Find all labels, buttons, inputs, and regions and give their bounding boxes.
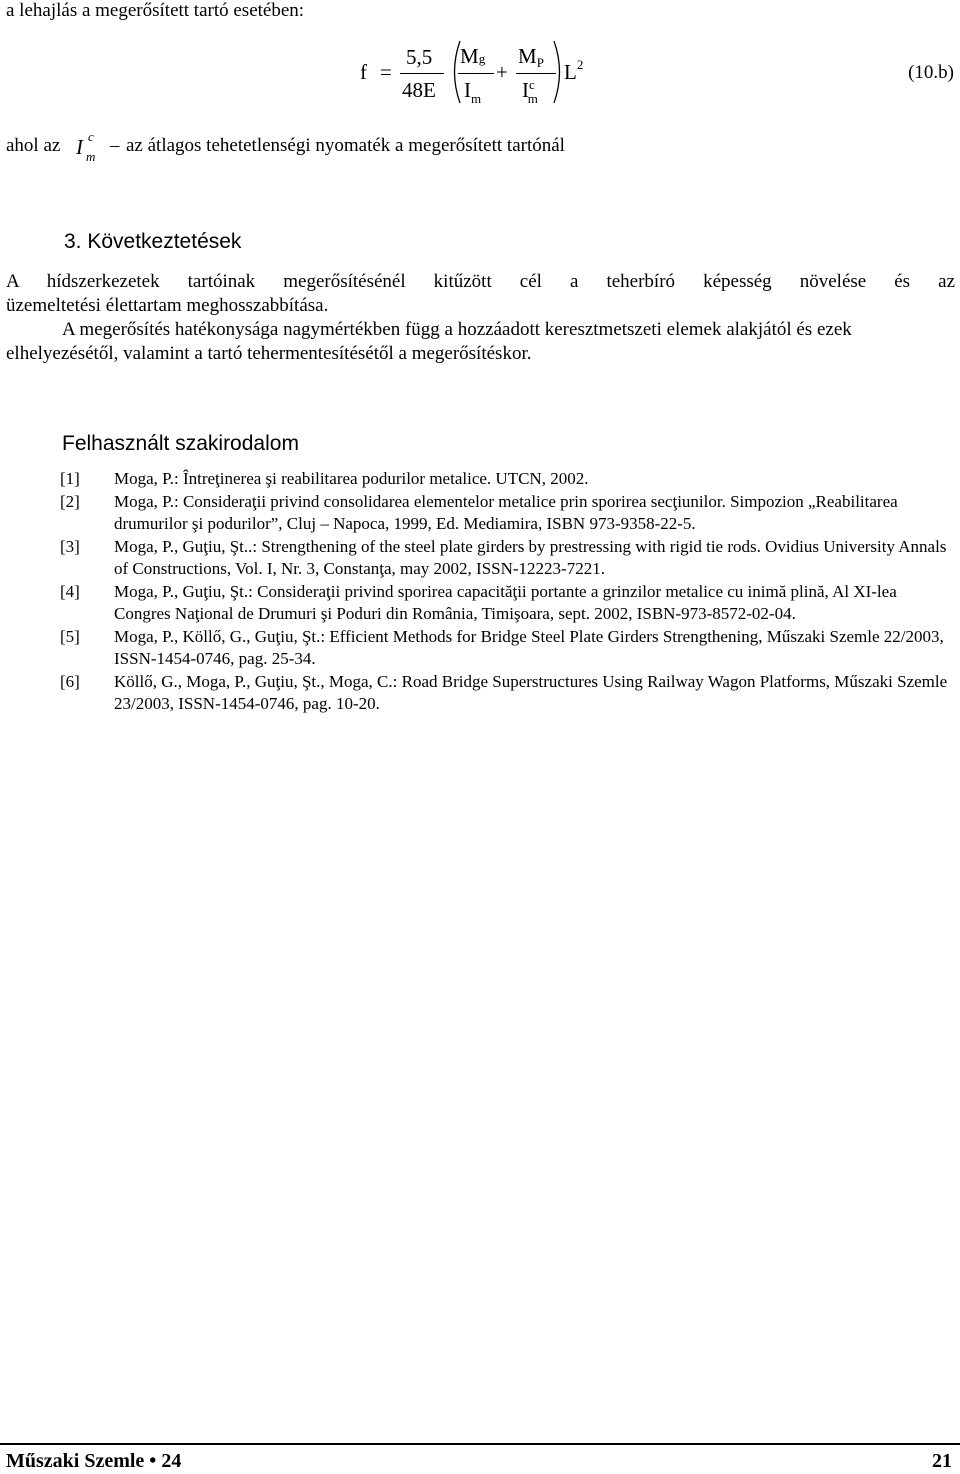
- footer-page-number: 21: [932, 1450, 952, 1472]
- paragraph-2-line-1: A megerősítés hatékonysága nagymértékben függ a hozzáadott keresztmetszeti elemek alakjától és ezek: [62, 319, 852, 340]
- ahol-symbol: I: [76, 135, 83, 159]
- reference-text: Moga, P., Guţiu, Şt..: Strengthening of the steel plate girders by prestressing with rigid tie rods. Ovidius University Annals of Constructions, Vol. I, Nr. 3, Constanţa, may 2002, ISSN-12223-7221.: [114, 536, 947, 578]
- footer-rule: [0, 1443, 960, 1445]
- definition-line: [6, 129, 806, 167]
- reference-item: [60, 468, 955, 491]
- reference-text: Köllő, G., Moga, P., Guţiu, Şt., Moga, C.: Road Bridge Superstructures Using Railway Wagon Platforms, Műszaki Szemle 23/2003, ISSN-1454-0746, pag. 10-20.: [114, 671, 948, 713]
- paragraph-1: [6, 270, 955, 318]
- reference-number: [3]: [60, 536, 80, 556]
- reference-item: [60, 671, 955, 716]
- paragraph-2-line-2: elhelyezésétől, valamint a tartó tehermentesítésétől a megerősítéskor.: [6, 343, 532, 364]
- formula-plus: +: [496, 60, 508, 84]
- footer-journal: Műszaki Szemle • 24: [6, 1450, 182, 1472]
- reference-number: [4]: [60, 581, 80, 601]
- reference-text: Moga, P., Guţiu, Şt.: Consideraţii privind sporirea capacităţii portante a grinzilor metalice cu inimă plină, Al XI-lea Congres Naţional de Drumuri şi Poduri din România, Timişoara, sept. 2002, ISBN-973-8572-02-04.: [114, 581, 897, 623]
- equation-number: (10.b): [908, 62, 954, 83]
- ahol-symbol-sub: m: [86, 149, 96, 164]
- references-heading: Felhasznált szakirodalom: [62, 432, 299, 455]
- deflection-formula: [360, 40, 960, 120]
- frac1-bar: [400, 73, 444, 74]
- reference-list: [60, 468, 955, 716]
- reference-item: [60, 581, 955, 626]
- frac3-denominator: $I^c_m$: [522, 77, 538, 106]
- ahol-text: az átlagos tehetetlenségi nyomaték a megerősített tartónál: [126, 135, 565, 156]
- page-footer: [0, 1443, 960, 1474]
- reference-text: Moga, P.: Întreţinerea şi reabilitarea podurilor metalice. UTCN, 2002.: [114, 469, 589, 488]
- ahol-symbol-sup: c: [88, 129, 94, 144]
- formula-span-L: $L^2$: [564, 57, 584, 84]
- reference-number: [6]: [60, 671, 80, 691]
- frac1-numerator: 5,5: [406, 45, 433, 69]
- ahol-prefix: ahol az: [6, 135, 61, 156]
- intro-text: a lehajlás a megerősített tartó esetében:: [6, 0, 305, 21]
- frac2-numerator: Mg: [460, 44, 486, 68]
- reference-number: [1]: [60, 469, 80, 488]
- reference-item: [60, 626, 955, 671]
- section-heading: 3. Következtetések: [64, 230, 242, 253]
- reference-number: [2]: [60, 491, 80, 511]
- reference-text: Moga, P.: Consideraţii privind consolidarea elementelor metalice prin sporirea secţiunilor. Simpozion „Reabilitarea drumurilor şi podurilor”, Cluj – Napoca, 1999, Ed. Mediamira, ISBN 973-9358-22-5.: [114, 491, 898, 533]
- reference-item: [60, 491, 955, 536]
- frac3-numerator: MP: [518, 44, 544, 70]
- reference-text: Moga, P., Köllő, G., Guţiu, Şt.: Efficient Methods for Bridge Steel Plate Girders Strengthening, Műszaki Szemle 22/2003, ISSN-1454-0746, pag. 25-34.: [114, 626, 944, 668]
- reference-number: [5]: [60, 626, 80, 646]
- paragraph-1-line-2: üzemeltetési élettartam meghosszabbítása.: [6, 295, 329, 316]
- reference-item: [60, 536, 955, 581]
- formula-lhs: f: [360, 60, 367, 84]
- paragraph-1-line-1: A hídszerkezetek tartóinak megerősítésénél kitűzött cél a teherbíró képesség növelése és az: [6, 271, 955, 292]
- frac3-bar: [516, 73, 556, 74]
- ahol-dash: –: [110, 135, 120, 156]
- frac2-denominator: $I_m$: [464, 78, 482, 106]
- frac2-bar: [458, 73, 494, 74]
- paragraph-2: [6, 318, 955, 366]
- frac1-denominator: 48E: [402, 78, 436, 102]
- formula-equals: =: [380, 60, 392, 84]
